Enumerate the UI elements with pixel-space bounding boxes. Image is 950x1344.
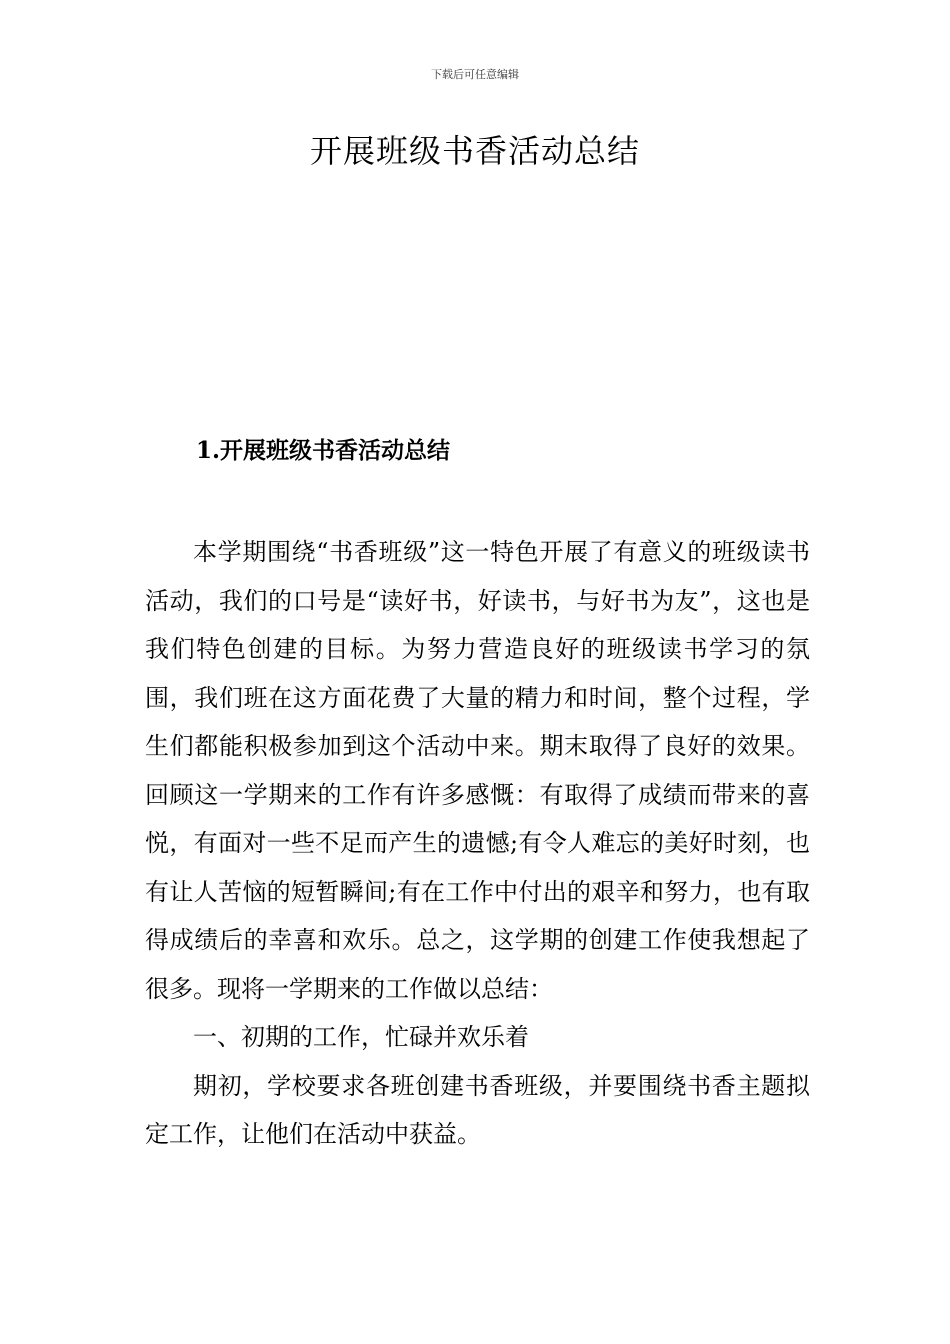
section-title: 1.开展班级书香活动总结 xyxy=(196,437,451,464)
header-note: 下载后可任意编辑 xyxy=(431,68,519,81)
paragraph-heading-1: 一、初期的工作，忙碌并欢乐着 xyxy=(193,1023,529,1051)
document-title: 开展班级书香活动总结 xyxy=(309,132,640,170)
document-body xyxy=(145,528,810,1159)
paragraph-intro: 本学期围绕“书香班级”这一特色开展了有意义的班级读书活动，我们的口号是“读好书，好读书，与好书为友”，这也是我们特色创建的目标。为努力营造良好的班级读书学习的氛围，我们班在这方面花费了大量的精力和时间，整个过程，学生们都能积极参加到这个活动中来。期末取得了良好的效果。回顾这一学期来的工作有许多感慨：有取得了成绩而带来的喜悦，有面对一些不足而产生的遗憾;有令人难忘的美好时刻，也有让人苦恼的短暂瞬间;有在工作中付出的艰辛和努力，也有取得成绩后的幸喜和欢乐。总之，这学期的创建工作使我想起了很多。现将一学期来的工作做以总结： xyxy=(145,538,810,1003)
paragraph-initial-work: 期初，学校要求各班创建书香班级，并要围绕书香主题拟定工作，让他们在活动中获益。 xyxy=(145,1071,810,1148)
